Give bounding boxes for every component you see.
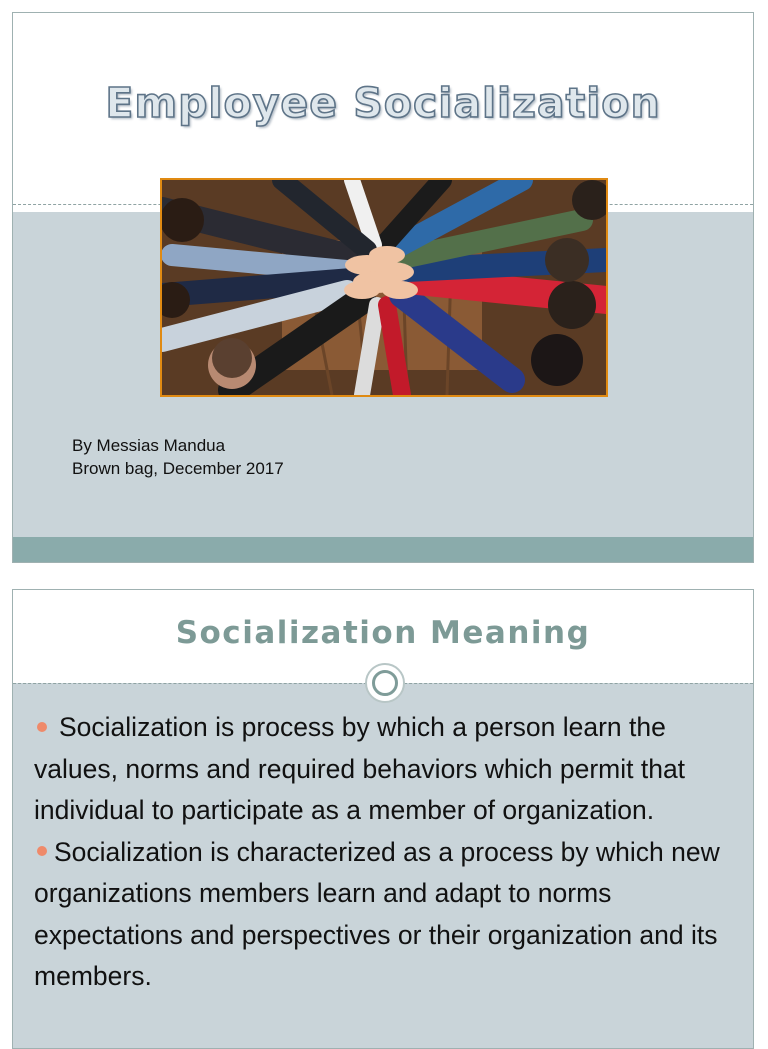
bullet-list bbox=[34, 707, 734, 998]
hands-together-photo bbox=[160, 178, 608, 397]
bullet-dot-icon bbox=[37, 722, 47, 732]
title-slide bbox=[12, 12, 754, 563]
slide-title: Employee Socialization bbox=[105, 79, 661, 127]
event-line: Brown bag, December 2017 bbox=[72, 459, 284, 478]
bullet-text: Socialization is characterized as a process by which new organizations members learn and adapt to norms expectations and perspectives or their organization and its members. bbox=[34, 836, 720, 991]
byline bbox=[72, 434, 284, 480]
content-slide bbox=[12, 589, 754, 1049]
circle-ornament-icon bbox=[365, 663, 405, 703]
bullet-dot-icon bbox=[37, 846, 47, 856]
slide-heading: Socialization Meaning bbox=[175, 615, 591, 651]
author-line: By Messias Mandua bbox=[72, 436, 226, 455]
bullet-item bbox=[34, 707, 734, 832]
bullet-text: Socialization is process by which a person learn the values, norms and required behaviors which permit that individual to participate as a member of organization. bbox=[34, 712, 686, 825]
slide-footer-band bbox=[13, 537, 753, 563]
bullet-item bbox=[34, 832, 734, 998]
